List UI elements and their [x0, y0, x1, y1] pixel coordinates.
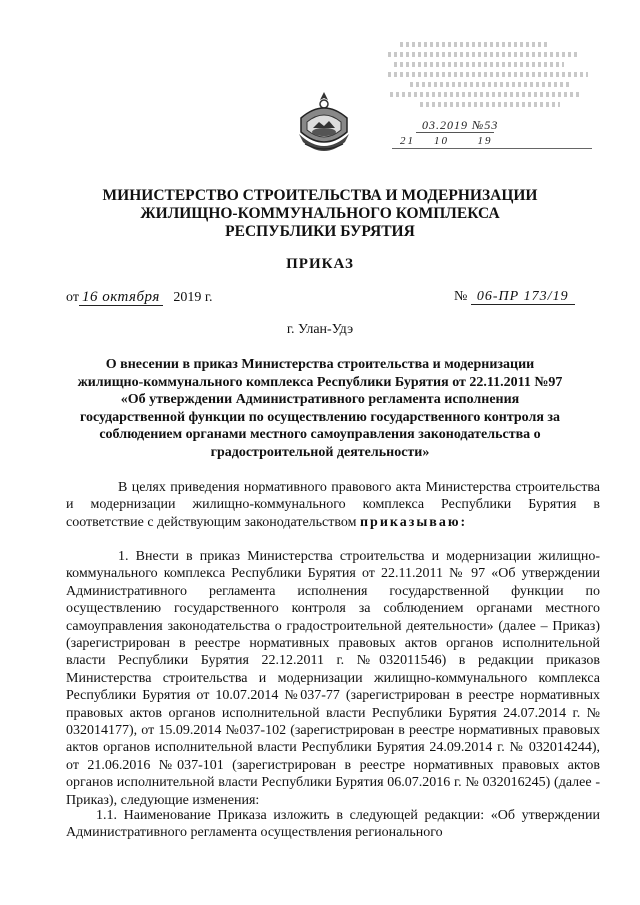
registration-stamp [380, 38, 612, 150]
ministry-title-line-1: МИНИСТЕРСТВО СТРОИТЕЛЬСТВА И МОДЕРНИЗАЦИИ [102, 187, 538, 204]
buryatia-coat-of-arms-icon [295, 88, 353, 156]
number-handwritten: 06-ПР 173/19 [471, 289, 575, 305]
city: г. Улан-Удэ [286, 322, 354, 337]
date-year: 2019 г. [173, 290, 213, 305]
document-type: ПРИКАЗ [286, 256, 354, 272]
ministry-title-line-2: ЖИЛИЩНО-КОММУНАЛЬНОГО КОМПЛЕКСА [140, 205, 500, 222]
clause-1-paragraph: 1. Внести в приказ Министерства строительства и модернизации жилищно-коммунального комплекса Республики Бурятия от 22.11.2011 № 97 «Об утверждении Административного регламента исполнения государственной функции по осуществлению государственного контроля за соблюдением органами местного самоуправления законодательства о градостроительной деятельности» (далее – Приказ) (зарегистрирован в реестре нормативных правовых актов органов исполнительной власти Республики Бурятия 22.12.2011 г. №032011546) в редакции приказов Министерства строительства и модернизации жилищно-коммунального комплекса Республики Бурятия от 10.07.2014 №037-77 (зарегистрирован в реестре нормативных правовых актов органов исполнительной власти Республики Бурятия 24.07.2014 г. № 032014177), от 15.09.2014 №037-102 (зарегистрирован в реестре нормативных правовых актов органов исполнительной власти Республики Бурятия 24.09.2014 г. № 032014244), от 21.06.2016 №037-101 (зарегистрирован в реестре нормативных правовых актов органов исполнительной власти Республики Бурятия 06.07.2016 г. № 032016245) (далее - Приказ), следующие изменения: [66, 549, 600, 808]
order-heading [60, 356, 580, 461]
order-date [66, 289, 213, 306]
order-number [454, 289, 575, 305]
heading-line-2: жилищно-коммунального комплекса Республики Бурятия от 22.11.2011 №97 [77, 374, 563, 390]
date-handwritten: 16 октября [79, 289, 163, 306]
date-prefix: от [66, 290, 79, 305]
clause-1-1-paragraph: 1.1. Наименование Приказа изложить в следующей редакции: «Об утверждении Административного регламента осуществления регионального [66, 808, 600, 841]
heading-line-1: О внесении в приказ Министерства строительства и модернизации [105, 357, 535, 372]
number-prefix: № [454, 289, 468, 304]
ministry-title [0, 187, 640, 241]
heading-line-4: государственной функции по осуществлению государственного контроля за [79, 409, 561, 425]
preamble-order-word: приказываю: [359, 514, 468, 530]
preamble-text: В целях приведения нормативного правового акта Министерства строительства и модернизации жилищно-коммунального комплекса Республики Бурятия в соответствие с действующим законодательством [66, 480, 600, 530]
heading-line-6: градостроительной деятельности» [210, 444, 430, 460]
stamp-registration-date: 21 10 19 [400, 135, 493, 147]
stamp-registration-number: 03.2019 №53 [422, 118, 499, 132]
ministry-title-line-3: РЕСПУБЛИКИ БУРЯТИЯ [225, 223, 415, 240]
heading-line-3: «Об утверждении Административного регламента исполнения [120, 392, 520, 407]
preamble-paragraph [66, 479, 600, 531]
heading-line-5: соблюдением органами местного самоуправления законодательства о [99, 427, 541, 442]
